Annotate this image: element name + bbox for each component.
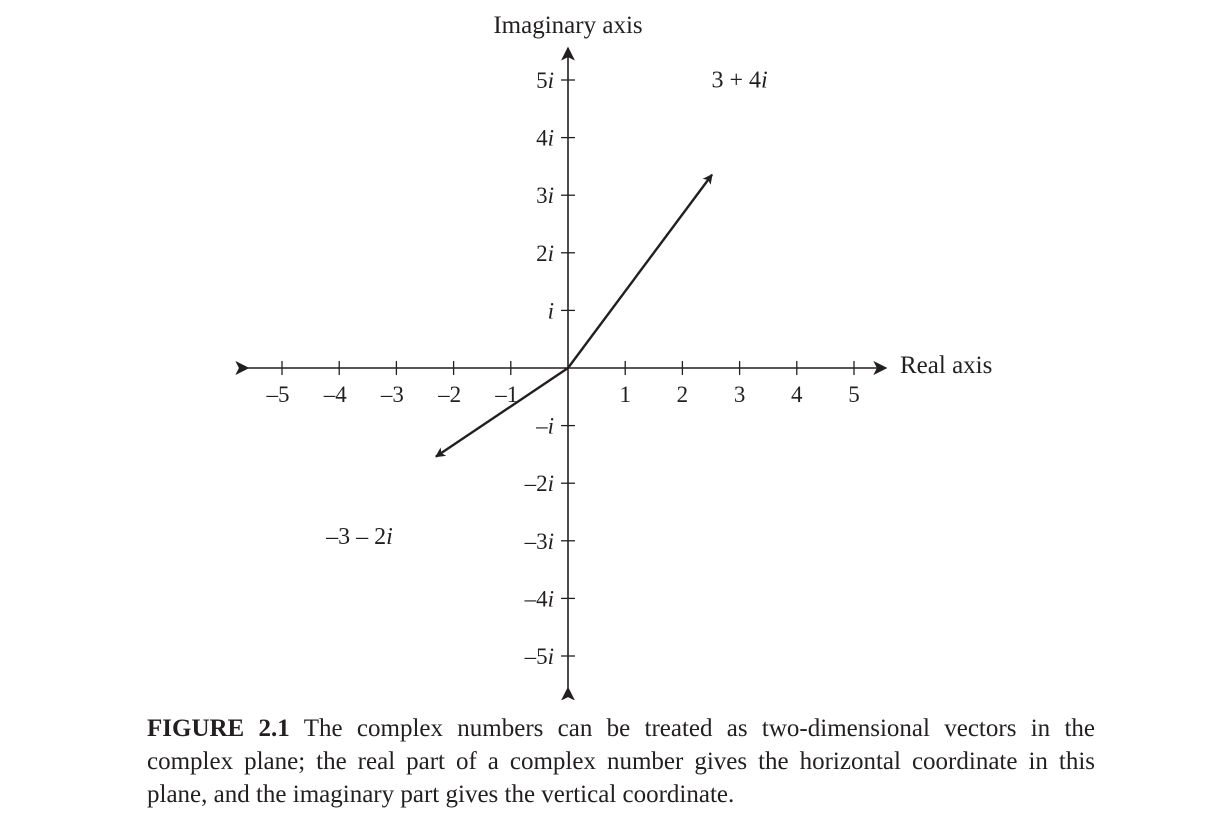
caption-text: The complex numbers can be treated as two-dimensional vectors in the complex plane; the real part of a complex number gives the horizontal coordinate in this plane, and the imaginary part gives the vertical coordinate. [147,715,1095,808]
real-tick-label: 5 [848,382,860,407]
real-tick-label: –4 [323,382,347,407]
real-tick-label: –2 [438,382,462,407]
real-tick-label: –3 [380,382,404,407]
real-tick-label: 2 [676,382,689,407]
vector-label: –3 – 2i [326,524,393,551]
imaginary-tick-label: i [547,298,554,324]
imaginary-tick-label: –5i [524,644,554,669]
real-tick-label: 4 [791,382,803,407]
figure-number: FIGURE 2.1 [147,715,290,742]
vector-arrow [568,175,712,368]
real-tick-label: –1 [495,382,519,407]
imaginary-tick-label: 4i [536,125,554,151]
imaginary-tick-label: –4i [524,586,554,612]
vector-label: 3 + 4i [711,67,768,94]
real-axis-title: Real axis [900,352,993,379]
imaginary-tick-label: 3i [536,183,554,209]
real-tick-label: –5 [266,382,290,407]
figure-caption [147,712,1095,811]
real-tick-label: 3 [733,382,746,407]
imaginary-tick-label: –2i [524,471,554,497]
real-tick-label: 1 [619,382,631,407]
imaginary-tick-label: 2i [536,240,554,266]
imaginary-tick-label: 5i [536,68,554,93]
imaginary-axis-title: Imaginary axis [493,12,643,39]
imaginary-tick-label: –i [536,413,554,439]
imaginary-tick-label: –3i [524,528,554,554]
